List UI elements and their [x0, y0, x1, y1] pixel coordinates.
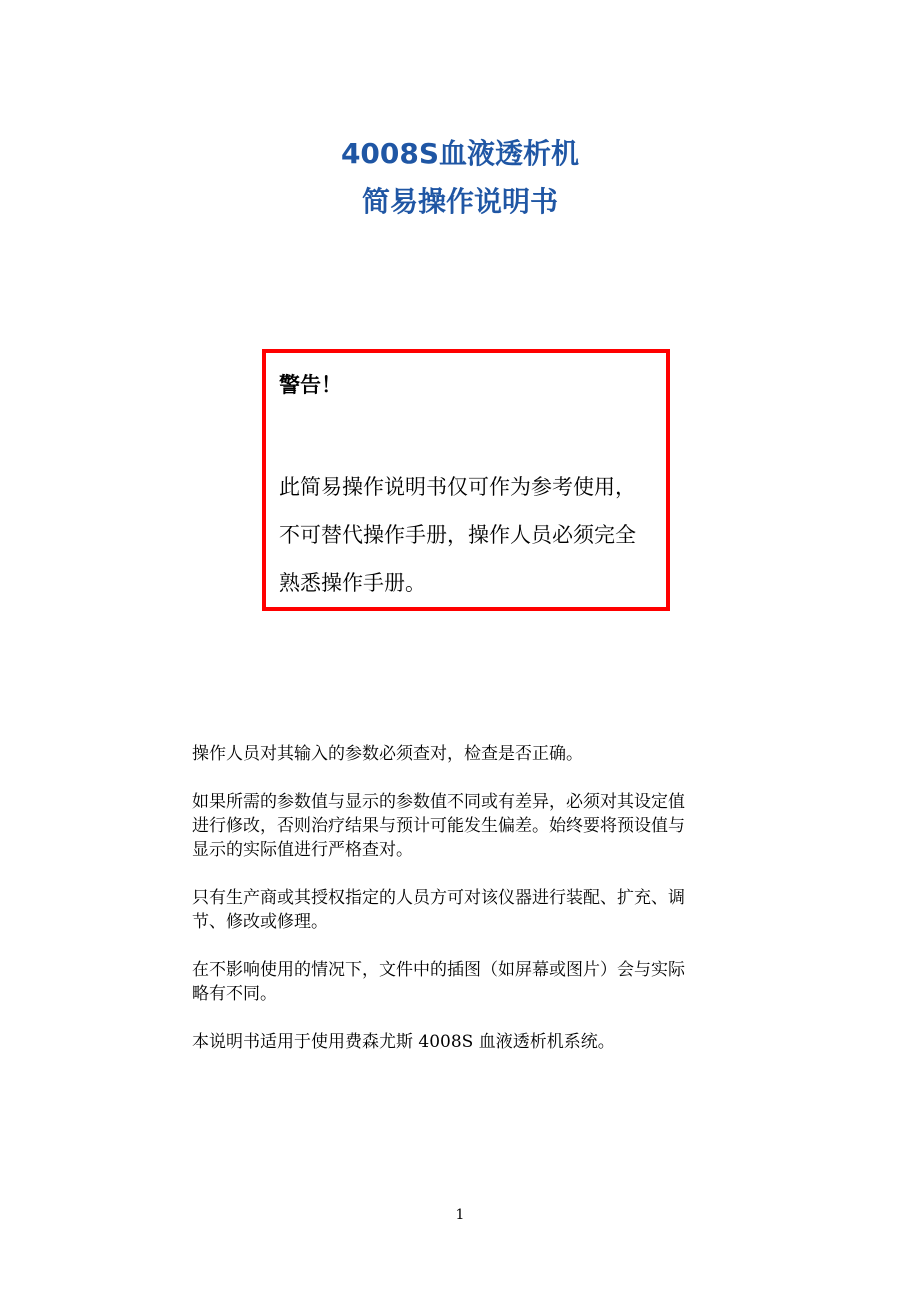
note-paragraph	[192, 1030, 752, 1054]
note-paragraph	[192, 742, 752, 766]
note-line: 进行修改，否则治疗结果与预计可能发生偏差。始终要将预设值与	[192, 816, 685, 836]
page-number: 1	[455, 1207, 465, 1223]
note-line: 节、修改或修理。	[192, 912, 328, 932]
note-paragraph	[192, 886, 752, 934]
warning-line: 不可替代操作手册，操作人员必须完全	[279, 523, 636, 547]
document-title	[0, 130, 920, 226]
note-paragraph	[192, 790, 752, 862]
note-line: 如果所需的参数值与显示的参数值不同或有差异，必须对其设定值	[192, 792, 685, 812]
title-line-1: 4008S血液透析机	[340, 137, 580, 170]
warning-heading: 警告！	[279, 373, 342, 397]
title-line-2: 简易操作说明书	[361, 185, 558, 218]
note-line: 在不影响使用的情况下，文件中的插图（如屏幕或图片）会与实际	[192, 960, 685, 980]
notes-section	[192, 742, 752, 1078]
warning-line: 熟悉操作手册。	[279, 571, 426, 595]
note-paragraph	[192, 958, 752, 1006]
note-line: 略有不同。	[192, 984, 277, 1004]
warning-box	[262, 349, 670, 611]
warning-line: 此简易操作说明书仅可作为参考使用，	[279, 475, 636, 499]
warning-body	[279, 463, 663, 607]
note-line: 只有生产商或其授权指定的人员方可对该仪器进行装配、扩充、调	[192, 888, 685, 908]
note-line: 本说明书适用于使用费森尤斯 4008S 血液透析机系统。	[192, 1032, 615, 1052]
note-line: 显示的实际值进行严格查对。	[192, 840, 413, 860]
note-line: 操作人员对其输入的参数必须查对，检查是否正确。	[192, 744, 583, 764]
